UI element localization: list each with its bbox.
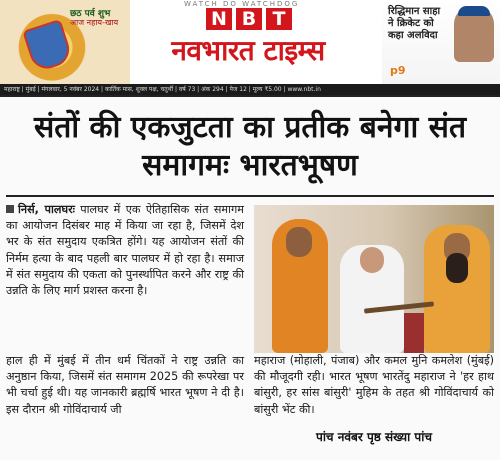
logo-letter-t: T (266, 8, 292, 30)
lede-dateline: निर्स, पालघरः (18, 203, 75, 216)
brand-name-hindi: नवभारत टाइम्स (171, 34, 325, 67)
masthead (0, 0, 500, 93)
festival-subtag: आज नहाय-खाय (70, 18, 119, 27)
article-page (0, 95, 500, 460)
dateline-strip: महाराष्ट्र | मुंबई | मंगलवार, 5 नवंबर 2024 | कार्तिक मास, शुक्ल पक्ष, चतुर्थी | वर्ष 73 | अंक 294 | पेज 12 | मूल्य ₹5.00 | www.nbt.in (0, 84, 500, 95)
article-photo (254, 205, 494, 353)
festival-tag: छठ पर्व शुभ (70, 9, 111, 19)
promo-box[interactable] (382, 0, 500, 86)
article-body-left: हाल ही में मुंबई में तीन धर्म चिंतकों ने राष्ट्र उन्नति का अनुष्ठान किया, जिसमें संत समागम 2025 की रूपरेखा पर भी चर्चा हुई थी। यह जानकारी ब्रह्मर्षि भारत भूषण ने दी है। इस दौरान श्री गोविंदाचार्य जी (6, 354, 244, 416)
photo-person-left (272, 219, 328, 353)
promo-text: रिद्धिमान साहा ने क्रिकेट को कहा अलविदा (388, 6, 441, 41)
nbt-logo (206, 8, 292, 30)
watch-line: WATCH DO WATCHDOG (184, 0, 300, 8)
promo-photo (454, 6, 494, 62)
photo-head-center (360, 247, 384, 273)
photo-person-right (424, 225, 490, 353)
promo-page-badge: p9 (390, 64, 406, 77)
photo-head-left (286, 227, 312, 257)
article-lede (6, 202, 244, 299)
page-footer-note: पांच नवंबर पृष्ठ संख्या पांच (316, 430, 432, 444)
article-headline: संतों की एकजुटता का प्रतीक बनेगा संत समागमः भारतभूषण (33, 110, 467, 183)
square-bullet-icon (6, 205, 14, 213)
photo-beard (446, 253, 468, 283)
lede-body: पालघर में एक ऐतिहासिक संत समागम का आयोजन दिसंबर माह में किया जा रहा है, जिसमें देश भर के संत समुदाय एकत्रित होंगे। यह आयोजन संतों की निर्मम हत्या के बाद पहली बार पालघर में हो रहा है। समाज में संत समुदाय की एकता को पुनर्स्थापित करने और राष्ट्र की उन्नति के लिए मार्ग प्रशस्त करना है। (6, 203, 244, 298)
headline-divider (6, 195, 494, 197)
photo-person-center (340, 245, 404, 353)
logo-letter-n: N (206, 8, 232, 30)
article-body-right: महाराज (मोहाली, पंजाब) और कमल मुनि कमलेश (मुंबई) की मौजूदगी रही। भारत भूषण भारतेंदु महाराज ने 'हर हाथ बांसुरी, हर सांस बांसुरी' मुहिम के तहत श्री गोविंदाचार्य को बांसुरी भेंट की। (254, 354, 494, 416)
photo-robe (404, 313, 424, 353)
logo-letter-b: B (236, 8, 262, 30)
festival-illustration (0, 0, 130, 86)
